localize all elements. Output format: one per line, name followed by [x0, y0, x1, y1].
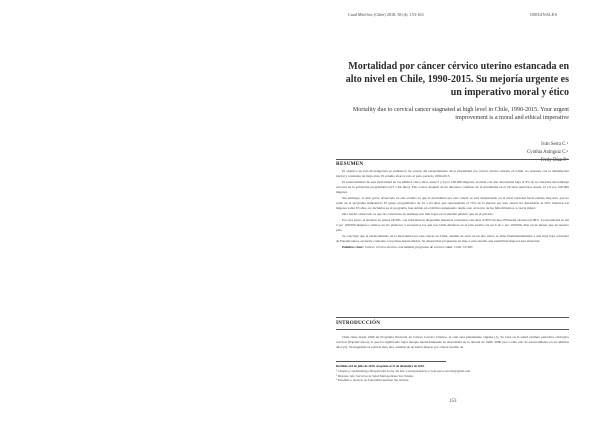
footnote: ² Matrona, Jefe, Servicios de Salud Metropolitano Sur Oriente.: [336, 373, 414, 378]
intro-heading: INTRODUCCIÓN: [336, 320, 381, 326]
divider: [336, 159, 569, 160]
page-number: 153: [449, 399, 457, 404]
divider: [336, 317, 569, 318]
author: Cynthia Aránguiz C.²: [526, 149, 568, 155]
keywords-label: Palabras clave:: [342, 244, 364, 249]
footnotes: [336, 364, 569, 383]
abstract-paragraph: Se concluye que el estancamiento de la mortalidad por este cáncer en Chile, además de estar en un alto nivel, se debe fundamentalmente a una muy baja cobertura de Papanicolaou, en fuerte contraste con países desarrollados. Se desarrollan propuestas en base a este estudio que permitirán mejorar esta situación.: [336, 233, 569, 243]
footnote-divider: [336, 361, 446, 362]
keywords-line: [336, 245, 569, 250]
divider: [336, 329, 569, 330]
received-dates: Recibido el 8 de julio de 2018. Aceptado el 13 de diciembre de 2018.: [336, 364, 425, 368]
intro-paragraph: Chile tiene desde 1966 un Programa Nacional de Cáncer Cérvico Uterino, el cual está plenamente vigente (1). Se basa en la salud examen periódico citológico cervical (Papanicolaou), lo que ha significado bajar aunque moderadamente su mortalidad en la década de 1990. 2000 pero como ello da estancamiento en los últimos años (2). Su magnitud es todavía muy alta, además de no haber muerto por cáncer uterino de: [336, 335, 569, 350]
footnote: ¹ Cirujano y epidemiólogo, Hospital Del Sector del Rio. Correspondencia a: ivan.serra.concalvi@gmail.com: [336, 368, 471, 373]
intro-body: [336, 335, 569, 351]
abstract-paragraph: El objetivo de esta investigación es establecer las causas del estancamiento de la mortalidad por cáncer cérvico uterino en Chile, no obstante con la disminución inicial y constante de larga data. El estudio abarca todo el país, período 1990-2015.: [336, 169, 569, 179]
section-tag: ORIGINALES: [530, 12, 558, 17]
author: Iván Serra C.¹: [541, 142, 568, 147]
footnote: ³ Estadístico, Servicio de Salud Metropolitano Sur Oriente.: [336, 378, 410, 383]
abstract-body: [336, 169, 569, 250]
author-list: [440, 141, 568, 165]
abstract-heading: RESUMEN: [336, 161, 364, 167]
article-title-english: Mortality due to cervical cancer stagnated at high level in Chile, 1990-2015. Your urgent improvement is a moral and ethical imperative: [352, 106, 569, 122]
article-title: Mortalidad por cáncer cérvico uterino estancada en alto nivel en Chile, 1990-2015. Su mejoría urgente es un imperativo moral y ético: [345, 61, 569, 99]
author: Fredy Díaz P.³: [540, 157, 568, 163]
abstract-paragraph: Otro hecho observado es que las coberturas de tamizaje son más bajas en el sistema público que en el privado.: [342, 212, 494, 217]
title-block: [335, 60, 569, 123]
abstract-paragraph: El estancamiento de esta mortalidad en los últimos cinco años, entre 5 y 6 por 100.000 mujeres, se mide con una descensión bajo el 9% de la cobertura del tamizaje cervical en la población programática (25 a 64 años). Ello ocurre después de un descenso continuo de la mortalidad en el 20 años anteriores desde 12 a 6 por 100.000 mujeres.: [336, 179, 569, 195]
running-head: Cuad Méd Soc (Chile) 2018, 58 (4): 153-163: [348, 12, 424, 17]
abstract-paragraph: Por otra parte, al analizar de países OCDE, con información disponible muestras coberturas cercanas al 80% incluso Finlandia alcanza un 98%. La mortalidad es del 2 por 100.000 mujeres o menos en los primeros 5 escenarios los que son Chile mientras en el país estaba con un 6 de 1 por 100.000, más veces menor que en nuestro país.: [336, 217, 569, 233]
abstract-paragraph: Sin embargo, lo más grave observado en este estudio es que la mortalidad por este cáncer se está desplazando en el nivel nacional hacia edades mayores, que no están en el programa ministerial. El grupo programático de 25 a 64 años que representaba el 75% de la muerte por este cáncer ha descendido al 50% mientras las mujeres sobre 65 años, no incluidas en el programa, han subido en el último quinquenio desde solo un tercio de las fallecimientos a casi la mitad.: [336, 195, 569, 211]
keywords: Cáncer cérvico uterino, mortalidad, programa de control, edad, Chile, OCDE.: [364, 244, 474, 249]
